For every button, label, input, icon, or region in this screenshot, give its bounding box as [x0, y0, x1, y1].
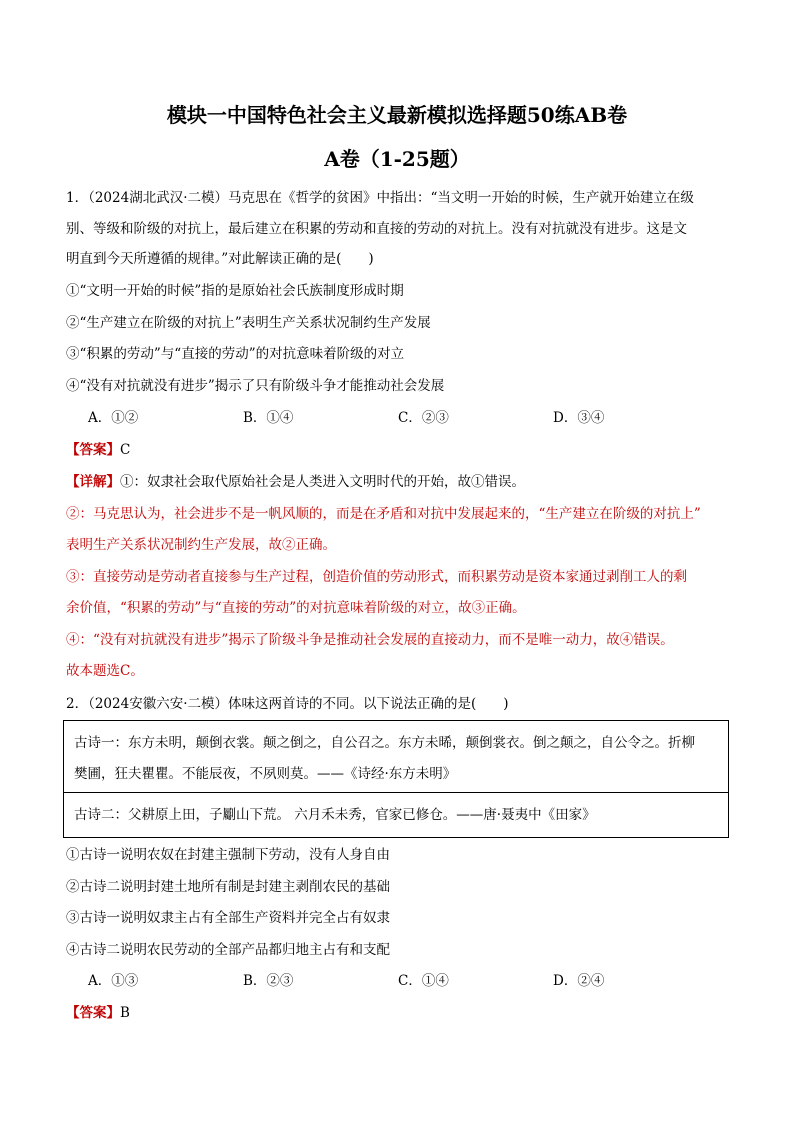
q1-detail-line-4: ③：直接劳动是劳动者直接参与生产过程，创造价值的劳动形式，而积累劳动是资本家通过剥削工人的剩 — [66, 569, 687, 585]
poem-table — [63, 720, 729, 838]
q2-options — [88, 971, 708, 991]
page-title: 模块一中国特色社会主义最新模拟选择题50练AB卷 — [166, 103, 628, 127]
q1-options — [88, 408, 708, 428]
q1-option-c: C．②③ — [398, 410, 449, 426]
q1-detail-line-5 — [66, 598, 730, 618]
q1-detail-line-2: ②：马克思认为，社会进步不是一帆风顺的，而是在矛盾和对抗中发展起来的，“生产建立在阶级的对抗上” — [66, 506, 701, 522]
q2-answer — [66, 1003, 730, 1023]
q2-statement-3: ③古诗一说明奴隶主占有全部生产资料并完全占有奴隶 — [66, 910, 390, 926]
q2-option-c: C．①④ — [398, 973, 449, 989]
poem-1-line-2: 樊圃，狂夫瞿瞿。不能辰夜，不夙则莫。——《诗经·东方未明》 — [74, 766, 457, 782]
q1-detail-line-6: ④：“没有对抗就没有进步”揭示了阶级斗争是推动社会发展的直接动力，而不是唯一动力，故④错误。 — [66, 632, 674, 648]
q1-stem-line-1: 1．（2024湖北武汉·二模）马克思在《哲学的贫困》中指出：“当文明一开始的时候，生产就开始建立在级 — [66, 190, 694, 206]
q1-option-d: D．③④ — [553, 410, 605, 426]
q2-option-a: A．①③ — [88, 973, 139, 989]
q1-detail-line-7: 故本题选C。 — [66, 663, 144, 679]
q2-option-b: B．②③ — [243, 973, 294, 989]
q1-detail-line-3: 表明生产关系状况制约生产发展，故②正确。 — [66, 537, 336, 553]
q1-answer — [66, 440, 730, 460]
q1-statement-4: ④“没有对抗就没有进步”揭示了只有阶级斗争才能推动社会发展 — [66, 378, 445, 394]
section-subtitle: A卷（1-25题） — [324, 147, 470, 171]
q2-option-d: D．②④ — [553, 973, 605, 989]
q1-statement-2: ②“生产建立在阶级的对抗上”表明生产关系状况制约生产发展 — [66, 315, 431, 331]
q2-statement-1: ①古诗一说明农奴在封建主强制下劳动，没有人身自由 — [66, 847, 390, 863]
q1-option-b: B．①④ — [243, 410, 294, 426]
q1-detail-text: ①：奴隶社会取代原始社会是人类进入文明时代的开始，故①错误。 — [120, 474, 525, 490]
q1-detail-label: 【详解】 — [66, 474, 120, 490]
q2-answer-value: B — [120, 1005, 130, 1021]
q1-statement-3: ③“积累的劳动”与“直接的劳动”的对抗意味着阶级的对立 — [66, 346, 405, 362]
q1-stem-line-2: 别、等级和阶级的对抗上，最后建立在积累的劳动和直接的劳动的对抗上。没有对抗就没有进步。这是文 — [66, 221, 687, 237]
q1-option-a: A．①② — [88, 410, 139, 426]
poem-1-line-1: 古诗一：东方未明，颠倒衣裳。颠之倒之，自公召之。东方未晞，颠倒裳衣。倒之颠之，自公令之。折柳 — [74, 735, 695, 751]
q1-detail-line-1 — [66, 472, 730, 492]
poem-2-line: 古诗二：父耕原上田，子劚山下荒。 六月禾未秀，官家已修仓。——唐·聂夷中《田家》 — [74, 807, 596, 823]
q1-answer-label: 【答案】 — [66, 442, 120, 458]
poem-row-1 — [64, 721, 728, 793]
q1-detail-text-5: 余价值，“积累的劳动”与“直接的劳动”的对抗意味着阶级的对立，故③正确。 — [66, 600, 526, 616]
q2-answer-label: 【答案】 — [66, 1005, 120, 1021]
q2-stem: 2．（2024安徽六安·二模）体味这两首诗的不同。以下说法正确的是( ) — [66, 696, 509, 712]
q1-answer-value: C — [120, 442, 131, 458]
q2-statement-4: ④古诗二说明农民劳动的全部产品都归地主占有和支配 — [66, 942, 390, 958]
q2-statement-2: ②古诗二说明封建土地所有制是封建主剥削农民的基础 — [66, 879, 390, 895]
q1-statement-1: ①“文明一开始的时候”指的是原始社会氏族制度形成时期 — [66, 283, 404, 299]
q1-stem-line-3: 明直到今天所遵循的规律。”对此解读正确的是( ) — [66, 251, 374, 267]
